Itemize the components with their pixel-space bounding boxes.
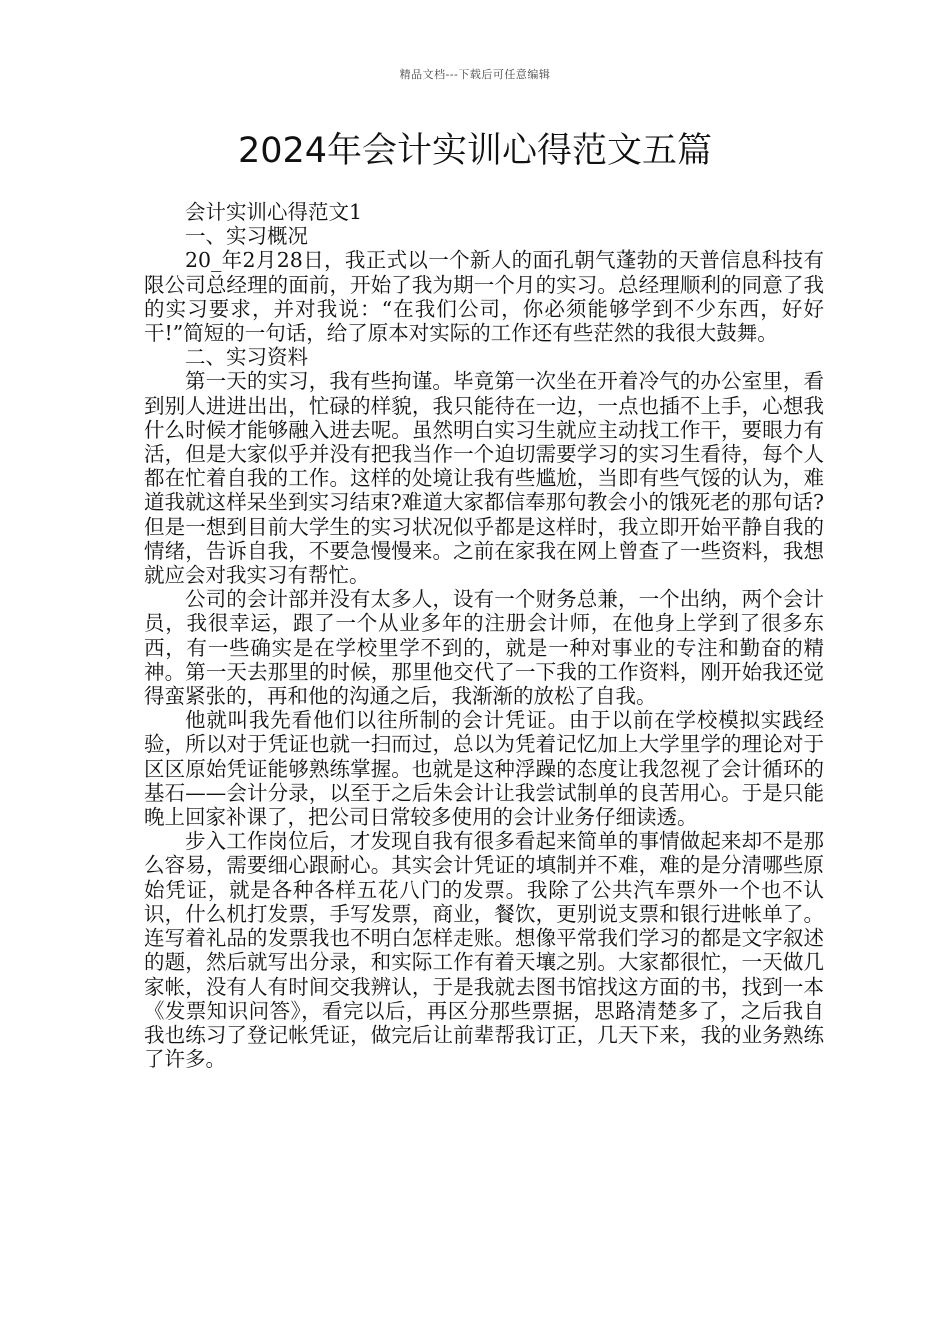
paragraph: 公司的会计部并没有太多人，设有一个财务总兼，一个出纳，两个会计员，我很幸运，跟了一个从业多年的注册会计师，在他身上学到了很多东西，有一些确实是在学校里学不到的，就是一种对事业的专注和勤奋的精神。第一天去那里的时候，那里他交代了一下我的工作资料，刚开始我还觉得蛮紧张的，再和他的沟通之后，我渐渐的放松了自我。 [144, 587, 824, 709]
paragraph: 步入工作岗位后，才发现自我有很多看起来简单的事情做起来却不是那么容易，需要细心跟耐心。其实会计凭证的填制并不难，难的是分清哪些原始凭证，就是各种各样五花八门的发票。我除了公共汽车票外一个也不认识，什么机打发票，手写发票，商业，餐饮，更别说支票和银行进帐单了。连写着礼品的发票我也不明白怎样走账。想像平常我们学习的都是文字叙述的题，然后就写出分录，和实际工作有着天壤之别。大家都很忙，一天做几家帐，没有人有时间交我辨认，于是我就去图书馆找这方面的书，找到一本《发票知识问答》，看完以后，再区分那些票据，思路清楚多了，之后我自我也练习了登记帐凭证，做完后让前辈帮我订正，几天下来，我的业务熟练了许多。 [144, 829, 824, 1072]
document-body [144, 200, 824, 1071]
section-subtitle: 会计实训心得范文1 [185, 200, 363, 224]
section-heading-content: 二、实习资料 [185, 345, 308, 370]
paragraph: 第一天的实习，我有些拘谨。毕竟第一次坐在开着冷气的办公室里，看到别人进进出出，忙碌的样貌，我只能待在一边，一点也插不上手，心想我什么时候才能够融入进去呢。虽然明白实习生就应主动找工作干，要眼力有活，但是大家似乎并没有把我当作一个迫切需要学习的实习生看待，每个人都在忙着自我的工作。这样的处境让我有些尴尬，当即有些气馁的认为，难道我就这样呆坐到实习结束?难道大家都信奉那句教会小的饿死老的那句话?但是一想到目前大学生的实习状况似乎都是这样时，我立即开始平静自我的情绪，告诉自我，不要急慢慢来。之前在家我在网上曾查了一些资料，我想就应会对我实习有帮忙。 [144, 369, 824, 588]
header-note: 精品文档---下载后可任意编辑 [399, 68, 551, 81]
paragraph: 20_年2月28日，我正式以一个新人的面孔朝气蓬勃的天普信息科技有限公司总经理的面前，开始了我为期一个月的实习。总经理顺利的同意了我的实习要求，并对我说：“在我们公司，你必须能够学到不少东西，好好干!”简短的一句话，给了原本对实际的工作还有些茫然的我很大鼓舞。 [144, 248, 824, 346]
section-heading-overview: 一、实习概况 [185, 224, 308, 249]
document-title: 2024年会计实训心得范文五篇 [237, 131, 713, 171]
paragraph: 他就叫我先看他们以往所制的会计凭证。由于以前在学校模拟实践经验，所以对于凭证也就一扫而过，总以为凭着记忆加上大学里学的理论对于区区原始凭证能够熟练掌握。也就是这种浮躁的态度让我忽视了会计循环的基石——会计分录，以至于之后朱会计让我尝试制单的良苦用心。于是只能晚上回家补课了，把公司日常较多使用的会计业务仔细读透。 [144, 708, 824, 830]
